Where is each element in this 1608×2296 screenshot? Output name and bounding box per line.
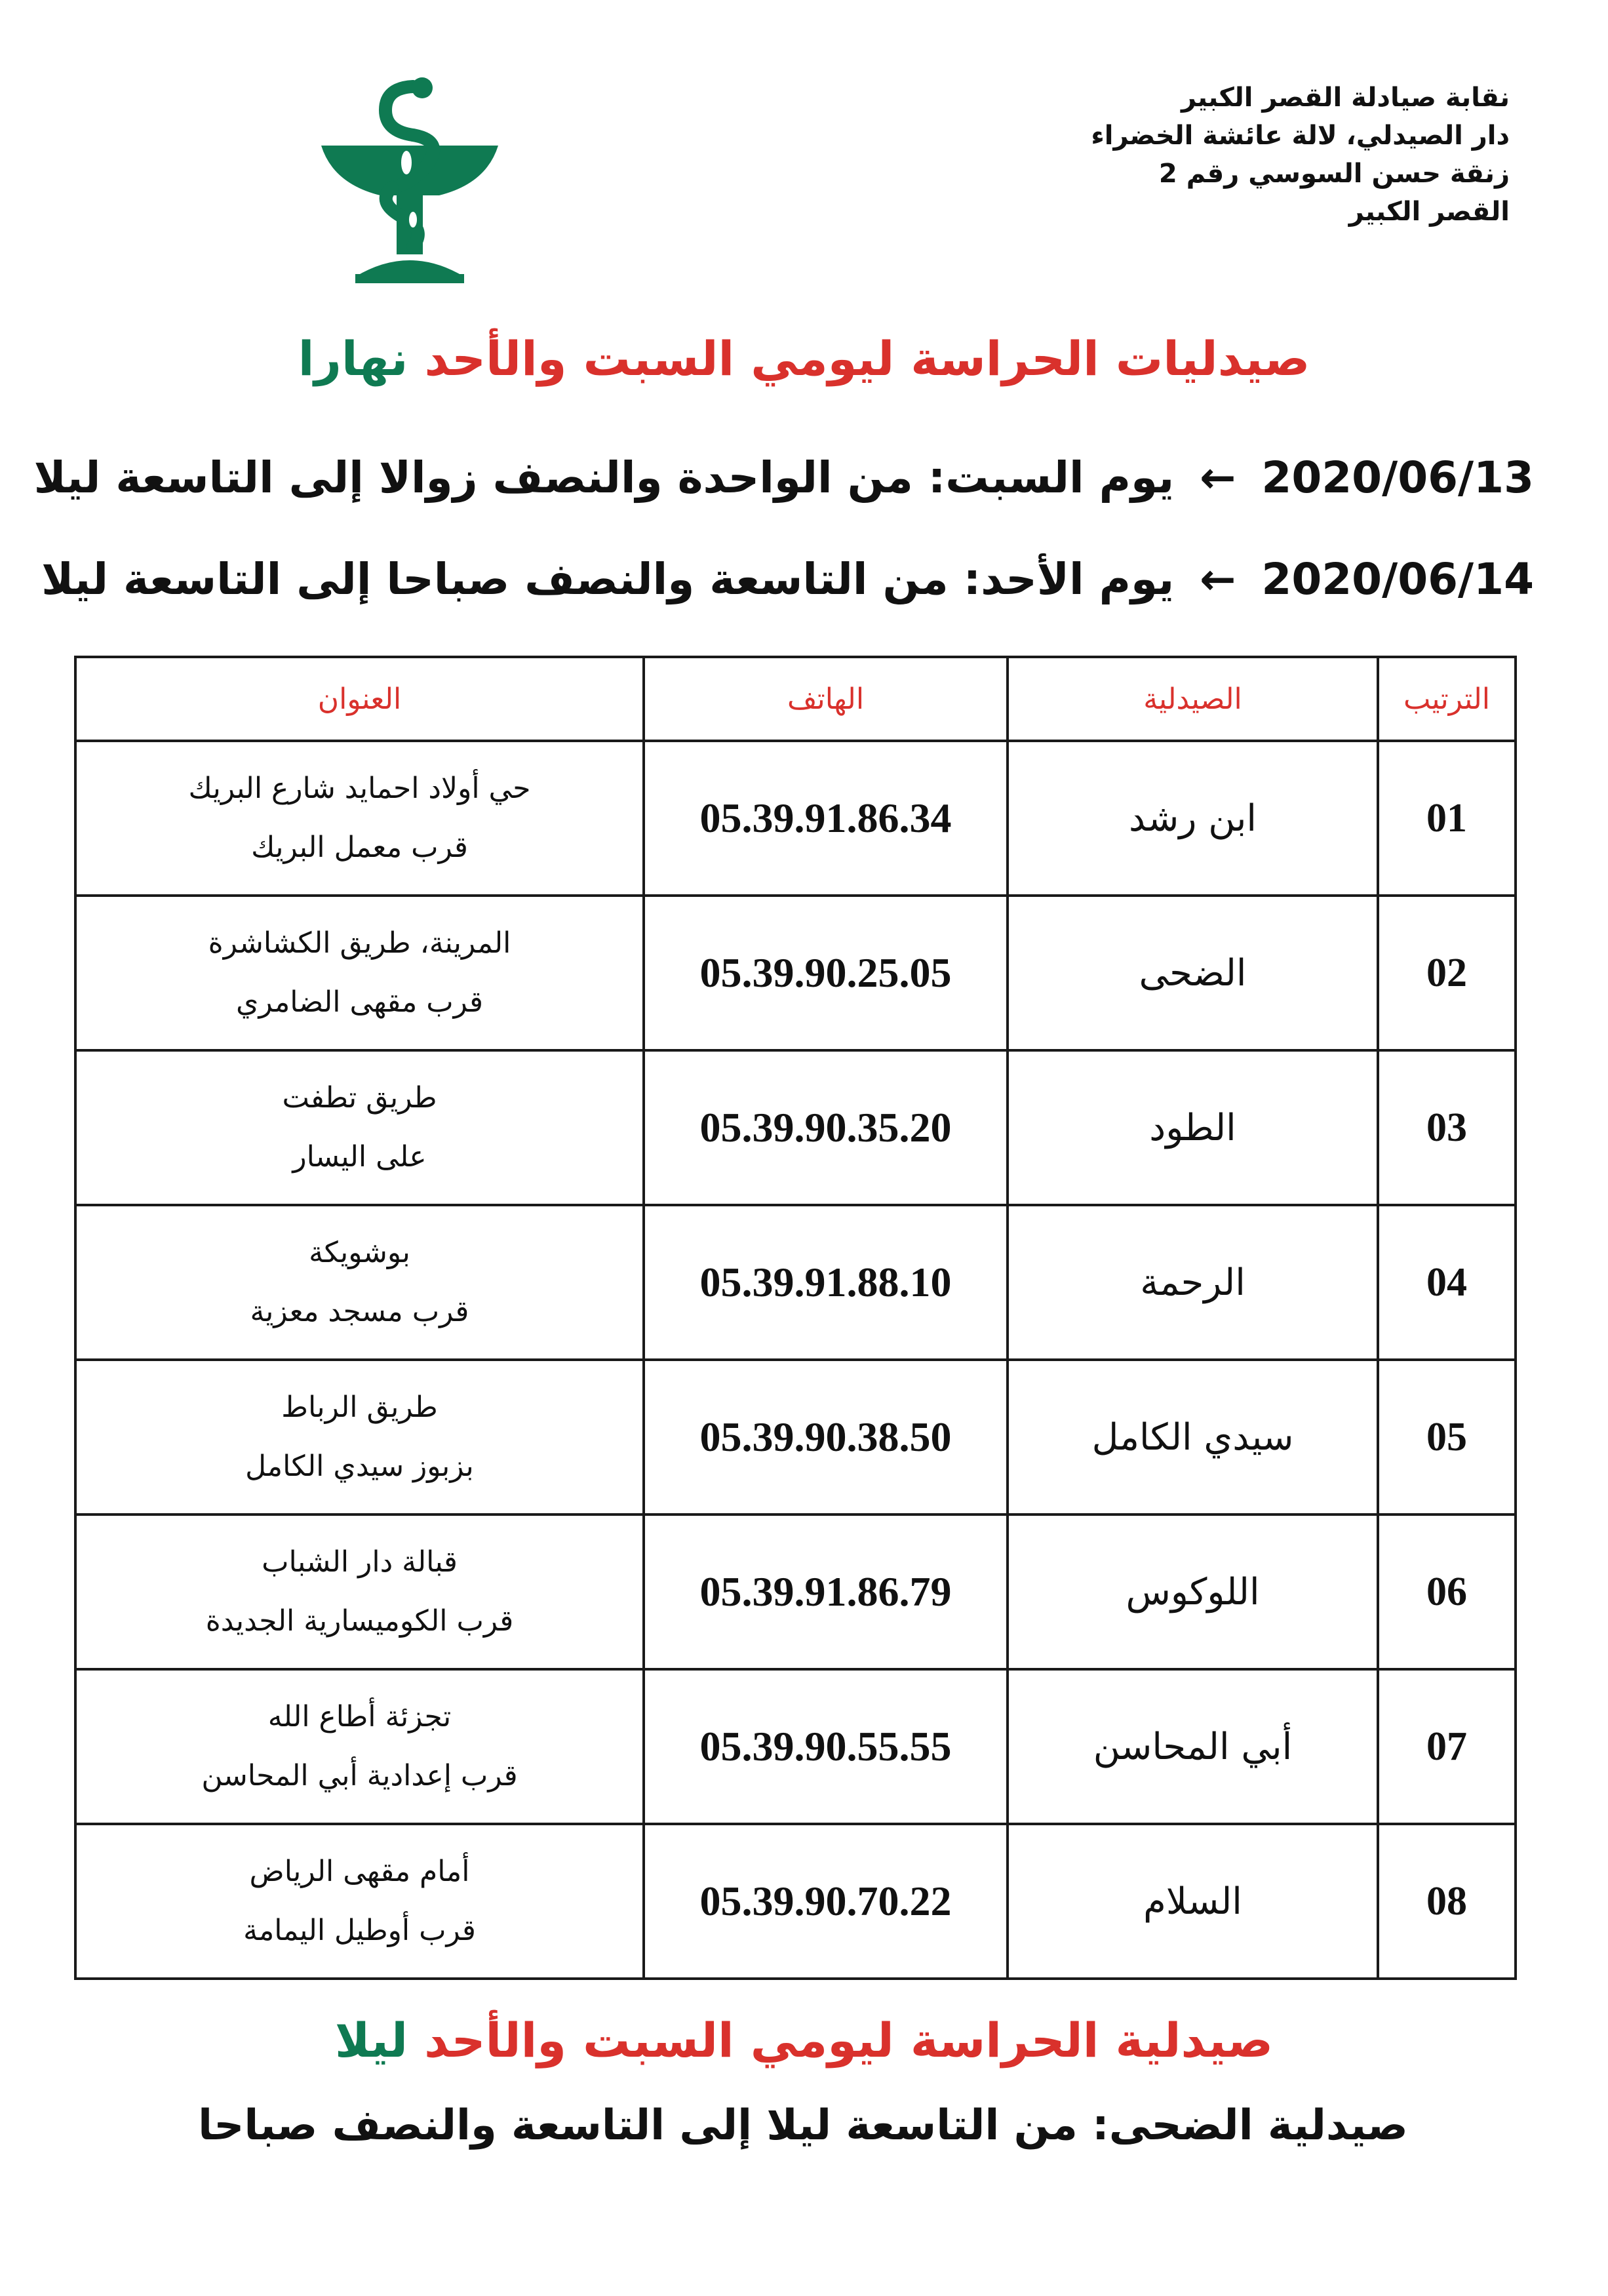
pharmacy-name: الطود <box>1008 1050 1378 1205</box>
pharmacy-name: الضحى <box>1008 896 1378 1050</box>
pharmacy-address <box>75 896 644 1050</box>
row-number: 04 <box>1378 1205 1516 1360</box>
phone-number: 05.39.90.25.05 <box>644 896 1008 1050</box>
table-row <box>75 1669 1516 1824</box>
header-address <box>985 79 1510 231</box>
pharmacy-name: اللوكوس <box>1008 1514 1378 1669</box>
address-line: قرب إعدادية أبي المحاسن <box>201 1759 518 1792</box>
row-number: 05 <box>1378 1360 1516 1514</box>
address-line: تجزئة أطاع الله <box>267 1700 452 1733</box>
address-line: المرينة، طريق الكشاشرة <box>208 926 511 960</box>
address-line: زنقة حسن السوسي رقم 2 <box>1158 159 1510 189</box>
address-line: بوشويكة <box>309 1236 410 1269</box>
address-line: قرب مسجد معزية <box>250 1295 469 1328</box>
pharmacy-name: ابن رشد <box>1008 741 1378 896</box>
phone-number: 05.39.90.38.50 <box>644 1360 1008 1514</box>
night-title-main: صيدلية الحراسة ليومي السبت والأحد <box>424 2013 1274 2068</box>
address-line: طريق الرباط <box>281 1391 438 1424</box>
pharmacy-address <box>75 1824 644 1979</box>
row-number: 06 <box>1378 1514 1516 1669</box>
row-number: 08 <box>1378 1824 1516 1979</box>
address-line: قرب معمل البريك <box>251 831 468 864</box>
phone-number: 05.39.90.70.22 <box>644 1824 1008 1979</box>
pharmacy-name: سيدي الكامل <box>1008 1360 1378 1514</box>
day-title <box>0 331 1608 386</box>
row-number: 02 <box>1378 896 1516 1050</box>
header-rank: الترتيب <box>1378 657 1516 741</box>
row-number: 07 <box>1378 1669 1516 1824</box>
night-title <box>0 2013 1608 2068</box>
row-number: 01 <box>1378 741 1516 896</box>
pharmacy-address <box>75 1514 644 1669</box>
address-line: بزبوز سيدي الكامل <box>245 1450 474 1483</box>
phone-number: 05.39.91.86.79 <box>644 1514 1008 1669</box>
pharmacy-name: أبي المحاسن <box>1008 1669 1378 1824</box>
address-line: حي أولاد احمايد شارع البريك <box>188 772 531 805</box>
pharmacy-name: الرحمة <box>1008 1205 1378 1360</box>
address-line: على اليسار <box>292 1140 427 1174</box>
schedule-sunday <box>41 554 1534 604</box>
arrow-left-icon: ← <box>1200 452 1236 503</box>
phone-number: 05.39.90.35.20 <box>644 1050 1008 1205</box>
table-header-row <box>75 657 1516 741</box>
address-line: دار الصيدلي، لالة عائشة الخضراء <box>1091 121 1510 151</box>
arrow-left-icon: ← <box>1200 554 1236 604</box>
table-row <box>75 1360 1516 1514</box>
address-line: قرب أوطيل اليمامة <box>243 1914 476 1947</box>
header-address: العنوان <box>75 657 644 741</box>
schedule-date: 2020/06/14 <box>1261 554 1534 604</box>
phone-number: 05.39.90.55.55 <box>644 1669 1008 1824</box>
schedule-text: يوم السبت: من الواحدة والنصف زوالا إلى التاسعة ليلا <box>33 452 1175 503</box>
header-pharmacy: الصيدلية <box>1008 657 1378 741</box>
pharmacy-address <box>75 1050 644 1205</box>
table-row <box>75 1205 1516 1360</box>
pharmacy-bowl-snake-icon <box>315 72 505 288</box>
night-title-suffix: ليلا <box>334 2013 408 2068</box>
table-row <box>75 1824 1516 1979</box>
address-line: نقابة صيادلة القصر الكبير <box>1181 83 1510 113</box>
phone-number: 05.39.91.86.34 <box>644 741 1008 896</box>
day-title-suffix: نهارا <box>298 331 408 386</box>
pharmacy-address <box>75 741 644 896</box>
address-line: القصر الكبير <box>1348 197 1510 227</box>
address-line: قبالة دار الشباب <box>262 1545 458 1579</box>
address-line: قرب الكوميسارية الجديدة <box>205 1604 514 1638</box>
schedule-date: 2020/06/13 <box>1261 452 1534 503</box>
address-line: أمام مقهى الرياض <box>249 1855 470 1888</box>
header-phone: الهاتف <box>644 657 1008 741</box>
pharmacy-name: السلام <box>1008 1824 1378 1979</box>
address-line: طريق تطفت <box>282 1081 437 1115</box>
pharmacy-address <box>75 1669 644 1824</box>
day-title-main: صيدليات الحراسة ليومي السبت والأحد <box>424 331 1310 386</box>
address-line: قرب مقهى الضامري <box>236 985 483 1019</box>
pharmacy-address <box>75 1360 644 1514</box>
schedule-text: يوم الأحد: من التاسعة والنصف صباحا إلى التاسعة ليلا <box>41 554 1175 604</box>
table-row <box>75 1050 1516 1205</box>
table-row <box>75 896 1516 1050</box>
table-row <box>75 741 1516 896</box>
pharmacy-table <box>74 656 1517 1980</box>
pharmacy-address <box>75 1205 644 1360</box>
phone-number: 05.39.91.88.10 <box>644 1205 1008 1360</box>
night-duty-line: صيدلية الضحى: من التاسعة ليلا إلى التاسعة والنصف صباحا <box>198 2101 1408 2150</box>
schedule-saturday <box>33 452 1534 503</box>
table-row <box>75 1514 1516 1669</box>
row-number: 03 <box>1378 1050 1516 1205</box>
